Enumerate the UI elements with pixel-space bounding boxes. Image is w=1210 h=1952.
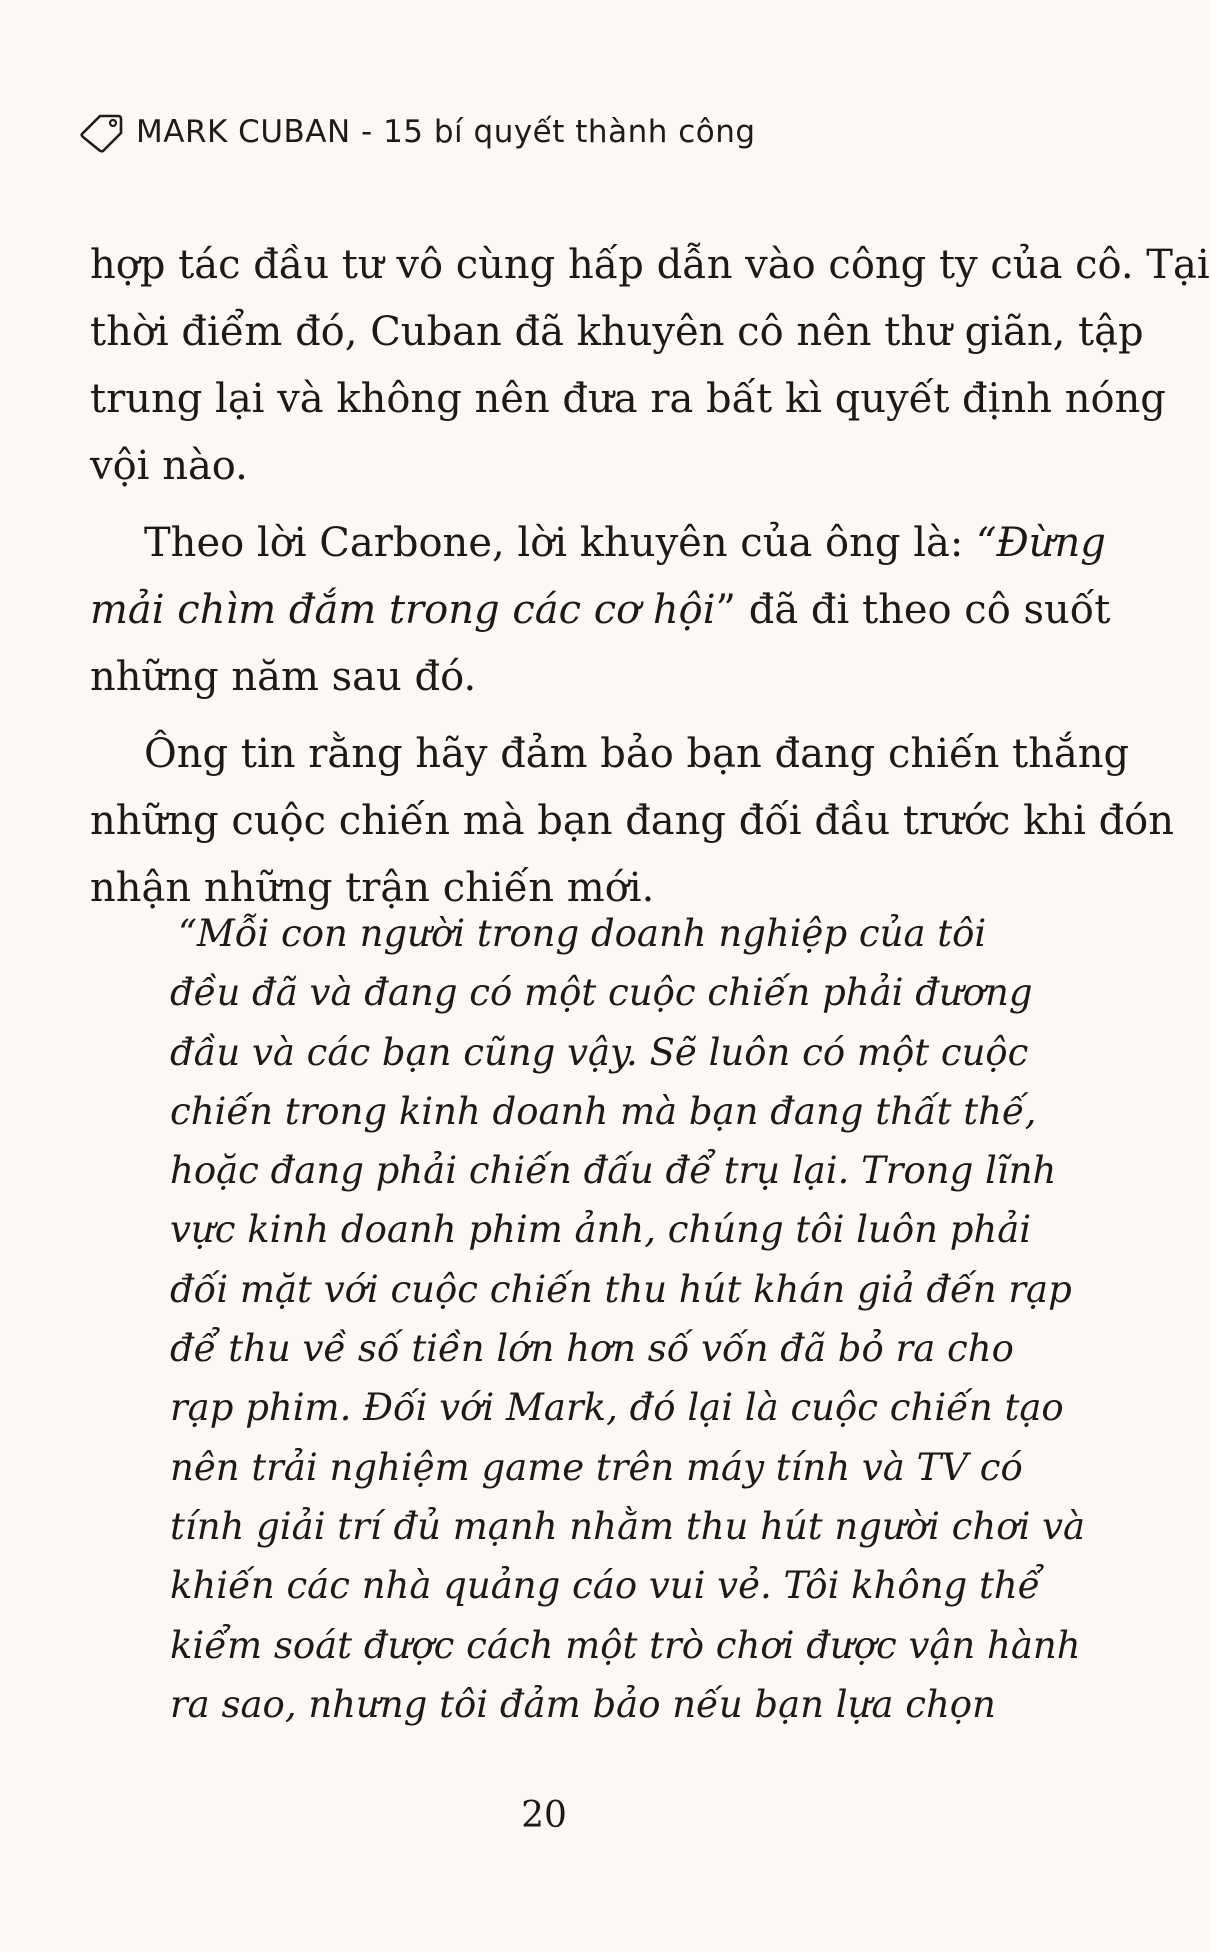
tag-icon bbox=[78, 112, 124, 152]
quote-line: nên trải nghiệm game trên máy tính và TV có bbox=[170, 1445, 1023, 1489]
text-line bbox=[90, 577, 1111, 644]
body-text bbox=[90, 232, 1210, 922]
text-line: hợp tác đầu tư vô cùng hấp dẫn vào công ty của cô. Tại bbox=[90, 242, 1210, 288]
quote-line: “Mỗi con người trong doanh nghiệp của tôi bbox=[178, 912, 987, 955]
paragraph-3 bbox=[90, 721, 1175, 922]
paragraph-1 bbox=[90, 232, 1210, 500]
quote-line: rạp phim. Đối với Mark, đó lại là cuộc chiến tạo bbox=[170, 1386, 1064, 1430]
quote-line: đều đã và đang có một cuộc chiến phải đương bbox=[170, 971, 1033, 1015]
text-line: những cuộc chiến mà bạn đang đối đầu trước khi đón bbox=[90, 798, 1175, 844]
header-title: MARK CUBAN - 15 bí quyết thành công bbox=[136, 114, 756, 150]
text-run: ” đã đi theo cô suốt bbox=[715, 587, 1111, 633]
text-line: trung lại và không nên đưa ra bất kì quyết định nóng bbox=[90, 376, 1166, 422]
text-line: nhận những trận chiến mới. bbox=[90, 865, 655, 911]
quote-line: vực kinh doanh phim ảnh, chúng tôi luôn phải bbox=[170, 1208, 1032, 1252]
emphasis-text: mải chìm đắm trong các cơ hội bbox=[90, 587, 716, 633]
quote-line: đầu và các bạn cũng vậy. Sẽ luôn có một cuộc bbox=[170, 1030, 1029, 1074]
text-line bbox=[90, 510, 1106, 577]
quote-line: để thu về số tiền lớn hơn số vốn đã bỏ ra cho bbox=[170, 1327, 1014, 1371]
text-line: Ông tin rằng hãy đảm bảo bạn đang chiến thắng bbox=[144, 731, 1130, 777]
text-run: Theo lời Carbone, lời khuyên của ông là: bbox=[144, 520, 977, 566]
text-line: thời điểm đó, Cuban đã khuyên cô nên thư giãn, tập bbox=[90, 309, 1144, 355]
running-header bbox=[78, 112, 756, 152]
quote-line: tính giải trí đủ mạnh nhằm thu hút người chơi và bbox=[170, 1504, 1086, 1548]
quote-line: ra sao, nhưng tôi đảm bảo nếu bạn lựa chọn bbox=[170, 1682, 996, 1726]
block-quote bbox=[170, 904, 1086, 1734]
text-line: những năm sau đó. bbox=[90, 654, 477, 700]
page-number: 20 bbox=[521, 1795, 567, 1836]
paragraph-2 bbox=[90, 510, 1111, 711]
quote-line: đối mặt với cuộc chiến thu hút khán giả đến rạp bbox=[170, 1267, 1072, 1311]
text-line: vội nào. bbox=[90, 443, 248, 489]
quote-line: kiểm soát được cách một trò chơi được vận hành bbox=[170, 1623, 1081, 1667]
emphasis-text: “Đừng bbox=[976, 520, 1106, 566]
quote-line: chiến trong kinh doanh mà bạn đang thất thế, bbox=[170, 1089, 1037, 1133]
quote-line: hoặc đang phải chiến đấu để trụ lại. Trong lĩnh bbox=[170, 1149, 1057, 1193]
quote-line: khiến các nhà quảng cáo vui vẻ. Tôi không thể bbox=[170, 1564, 1041, 1608]
